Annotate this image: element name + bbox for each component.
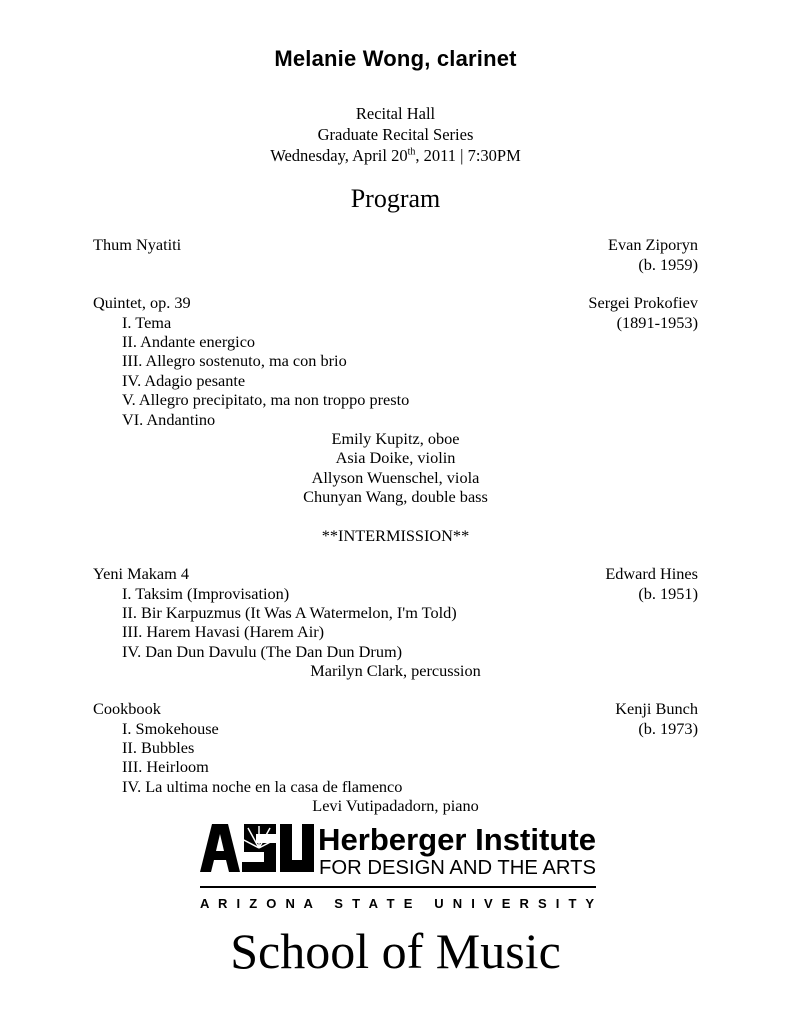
movement: I. Tema <box>122 313 172 332</box>
movement: I. Smokehouse <box>122 719 219 738</box>
movement: I. Taksim (Improvisation) <box>122 584 290 603</box>
composer-dates: (b. 1951) <box>638 584 698 603</box>
movement: III. Harem Havasi (Harem Air) <box>122 622 325 641</box>
performer: Asia Doike, violin <box>335 448 456 467</box>
performer: Chunyan Wang, double bass <box>303 487 488 506</box>
institute-name: Herberger Institute <box>318 822 596 857</box>
composer-dates: (b. 1973) <box>638 719 698 738</box>
title: Melanie Wong, clarinet <box>274 46 517 71</box>
date-line <box>0 146 791 166</box>
composer-dates: (1891-1953) <box>616 313 698 332</box>
piece-title: Thum Nyatiti <box>93 235 182 254</box>
movement: III. Allegro sostenuto, ma con brio <box>122 351 347 370</box>
composer-dates: (b. 1959) <box>638 255 698 274</box>
program-heading: Program <box>350 184 441 213</box>
performer: Marilyn Clark, percussion <box>310 661 481 680</box>
composer: Evan Ziporyn <box>608 235 698 254</box>
university-name: A R I Z O N A S T A T E U N I V E R S I T Y <box>200 896 594 911</box>
herberger-institute-logo <box>198 820 598 916</box>
date-prefix: Wednesday, April 20 <box>270 146 408 165</box>
performer: Levi Vutipadadorn, piano <box>312 796 479 815</box>
school-name: School of Music <box>230 923 561 979</box>
performer: Emily Kupitz, oboe <box>331 429 460 448</box>
movement: III. Heirloom <box>122 757 209 776</box>
movement: IV. Dan Dun Davulu (The Dan Dun Drum) <box>122 642 403 661</box>
movement: IV. Adagio pesante <box>122 371 246 390</box>
movement: II. Bubbles <box>122 738 195 757</box>
composer: Sergei Prokofiev <box>588 293 698 312</box>
piece-title: Cookbook <box>93 699 161 718</box>
venue: Recital Hall <box>355 104 436 123</box>
composer: Edward Hines <box>605 564 698 583</box>
movement: IV. La ultima noche en la casa de flamenco <box>122 777 403 796</box>
piece-title: Quintet, op. 39 <box>93 293 191 312</box>
movement: VI. Andantino <box>122 410 216 429</box>
institute-subtitle: FOR DESIGN AND THE ARTS <box>319 857 596 879</box>
date-superscript: th <box>407 146 416 158</box>
composer: Kenji Bunch <box>615 699 698 718</box>
movement: V. Allegro precipitato, ma non troppo presto <box>122 390 410 409</box>
series: Graduate Recital Series <box>317 125 474 144</box>
asu-logo-mark <box>200 824 314 872</box>
intermission: **INTERMISSION** <box>321 526 470 545</box>
movement: II. Bir Karpuzmus (It Was A Watermelon, I'm Told) <box>122 603 457 622</box>
movement: II. Andante energico <box>122 332 256 351</box>
performer: Allyson Wuenschel, viola <box>311 468 480 487</box>
piece-title: Yeni Makam 4 <box>93 564 190 583</box>
date-suffix: , 2011 | 7:30PM <box>415 146 521 165</box>
